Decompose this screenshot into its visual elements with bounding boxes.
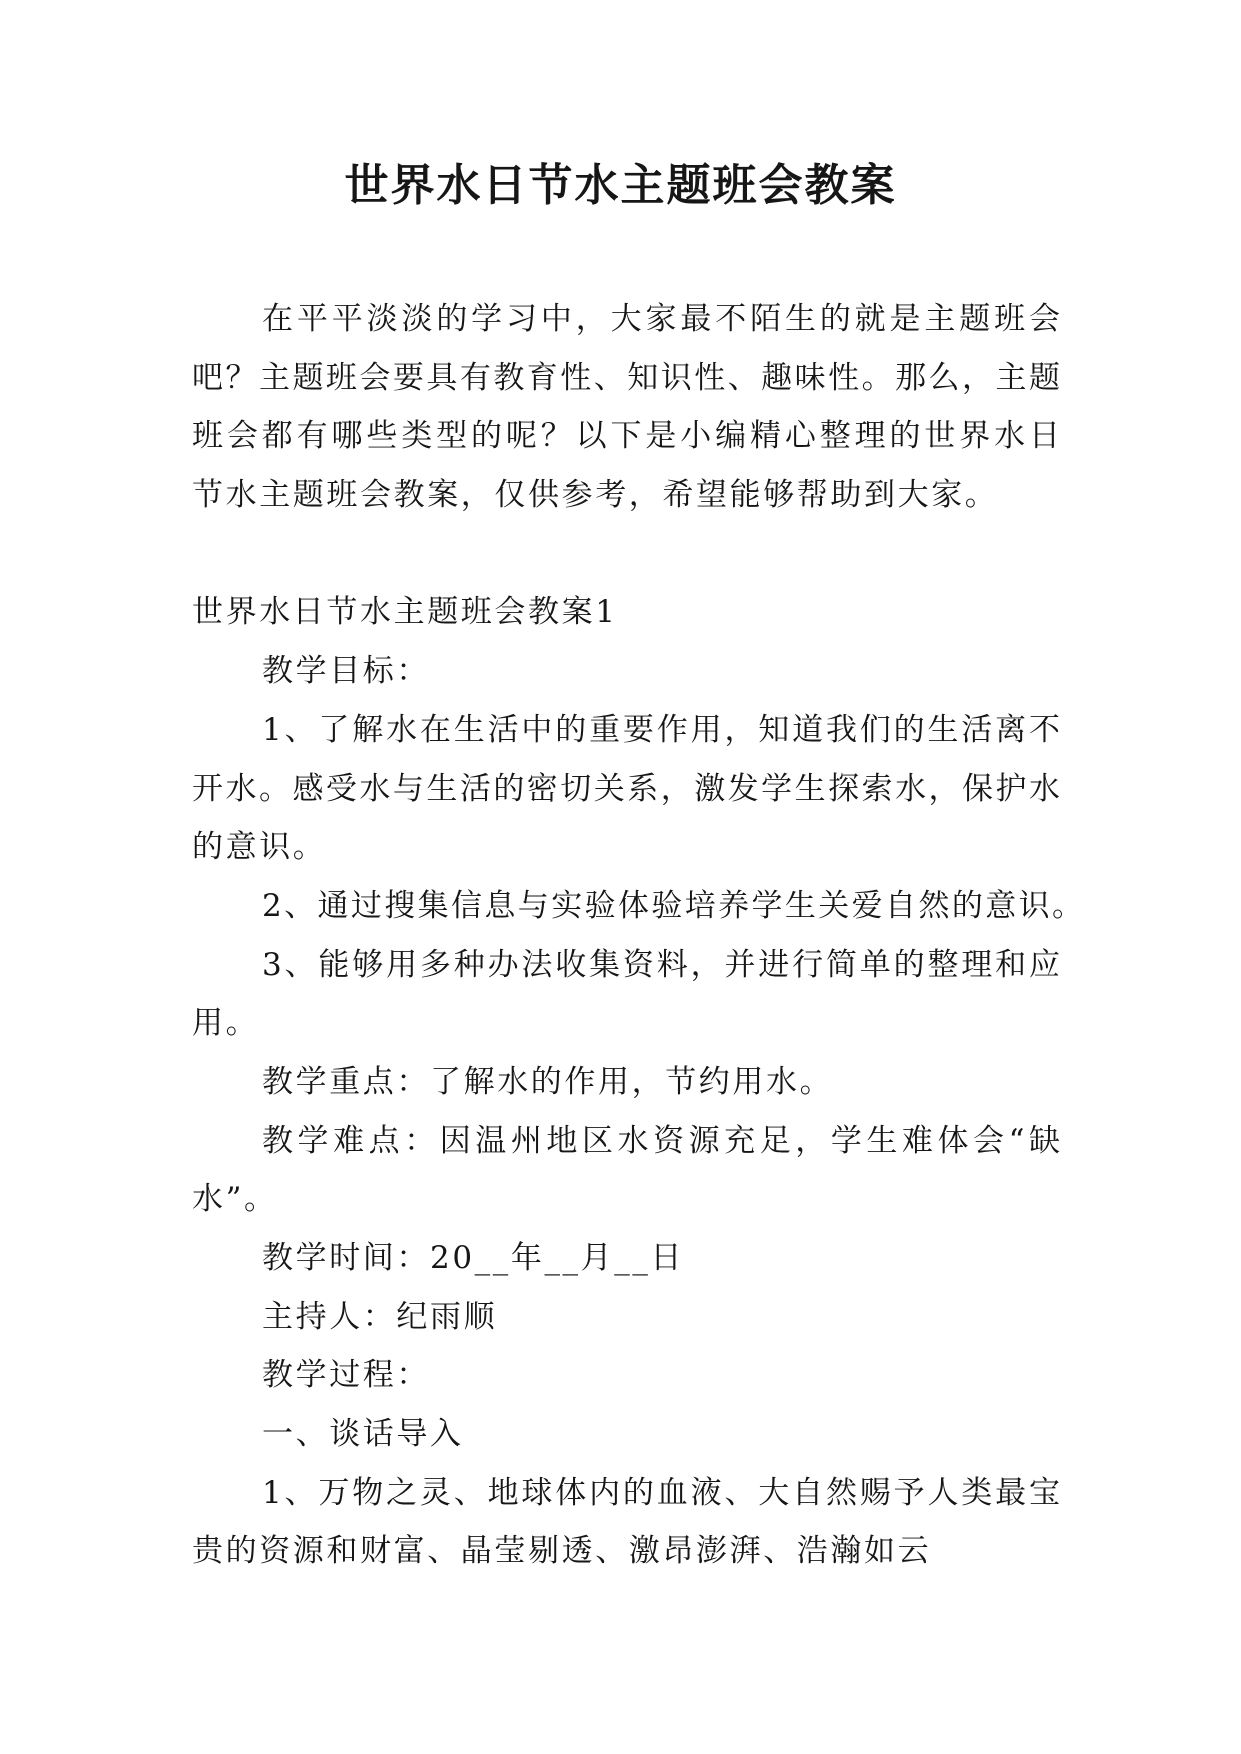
paragraph-line: 1、了解水在生活中的重要作用，知道我们的生活离不 <box>262 711 1060 748</box>
paragraph-line: 1、万物之灵、地球体内的血液、大自然赐予人类最宝 <box>262 1474 1060 1511</box>
paragraph-line: 的意识。 <box>192 829 327 866</box>
paragraph-line: 教学难点：因温州地区水资源充足，学生难体会“缺 <box>262 1122 1060 1159</box>
paragraph-line: 吧？主题班会要具有教育性、知识性、趣味性。那么，主题 <box>192 359 1060 396</box>
objective-item-3 <box>192 936 1060 1053</box>
blank-line <box>192 525 1060 584</box>
intro-paragraph <box>192 290 1060 525</box>
part-1-item-1 <box>192 1464 1060 1581</box>
paragraph-line: 2、通过搜集信息与实验体验培养学生关爱自然的意识。 <box>262 887 1083 924</box>
process-label: 教学过程： <box>262 1357 430 1394</box>
objective-item-1 <box>192 701 1060 877</box>
lesson-time: 教学时间：20__年__月__日 <box>262 1240 685 1276</box>
objective-item-2 <box>192 877 1083 936</box>
key-point: 教学重点：了解水的作用，节约用水。 <box>262 1063 834 1100</box>
lesson-heading: 世界水日节水主题班会教案1 <box>192 594 618 631</box>
paragraph-line: 开水。感受水与生活的密切关系，激发学生探索水，保护水 <box>192 770 1060 807</box>
paragraph-line: 贵的资源和财富、晶莹剔透、激昂澎湃、浩瀚如云 <box>192 1533 932 1570</box>
difficulty-paragraph <box>192 1112 1060 1229</box>
paragraph-line: 水”。 <box>192 1181 278 1218</box>
paragraph-line: 节水主题班会教案，仅供参考，希望能够帮助到大家。 <box>192 477 999 514</box>
part-1-heading: 一、谈话导入 <box>262 1416 464 1453</box>
paragraph-line: 用。 <box>192 1005 260 1042</box>
paragraph-line: 3、能够用多种办法收集资料，并进行简单的整理和应 <box>262 946 1060 983</box>
paragraph-line: 在平平淡淡的学习中，大家最不陌生的就是主题班会 <box>262 301 1060 337</box>
document-body <box>192 290 1083 1581</box>
lesson-host: 主持人：纪雨顺 <box>262 1298 498 1335</box>
document-title: 世界水日节水主题班会教案 <box>344 160 897 211</box>
paragraph-line: 班会都有哪些类型的呢？以下是小编精心整理的世界水日 <box>192 418 1060 455</box>
objectives-label: 教学目标： <box>262 653 430 690</box>
